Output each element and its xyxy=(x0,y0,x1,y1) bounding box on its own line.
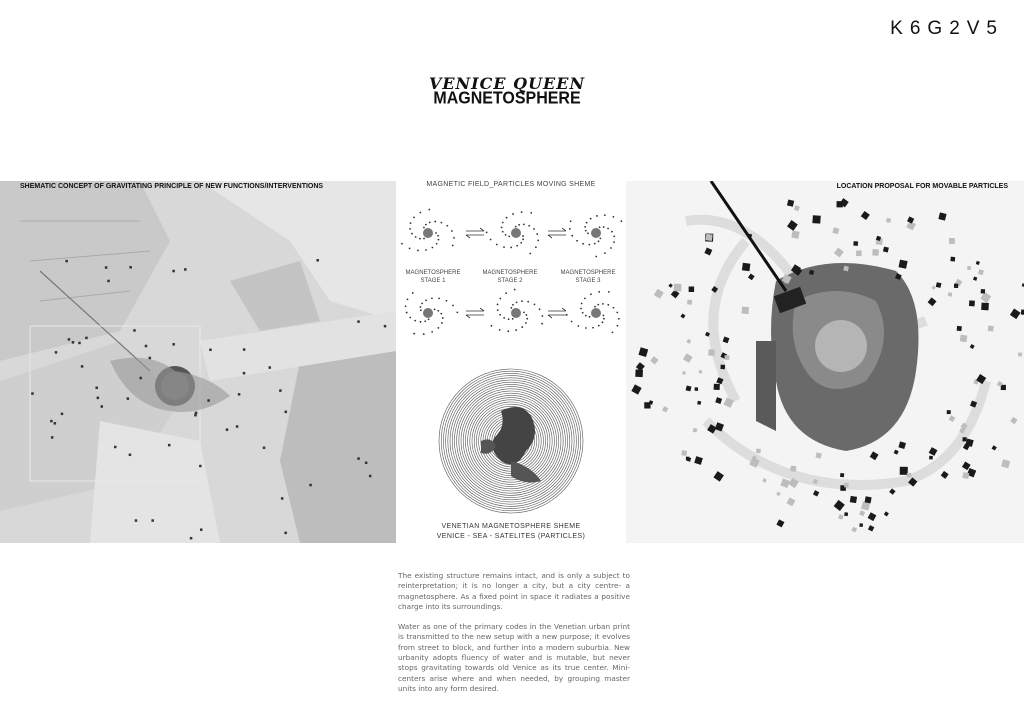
description-text xyxy=(398,571,630,704)
title-line-2: MAGNETOSPHERE xyxy=(433,89,581,108)
stage-2-title: MAGNETOSPHERE xyxy=(482,270,538,276)
magnetosphere-subcaption: VENICE - SEA - SATELITES (PARTICLES) xyxy=(436,533,586,540)
stage-1-label xyxy=(398,269,468,285)
stage-1-title: MAGNETOSPHERE xyxy=(405,270,461,276)
right-panel-label: LOCATION PROPOSAL FOR MOVABLE PARTICLES xyxy=(836,183,1008,190)
lagoon-map-graphic xyxy=(0,181,396,543)
venetian-magnetosphere-graphic xyxy=(431,361,591,521)
stage-2-number: STAGE 2 xyxy=(497,278,523,284)
description-paragraph-1: The existing structure remains intact, and is only a subject to reinterpretation; it is no longer a city, but a city centre- a magnetosphere. As a fixed point in space it radiates a positive charge into its surroundings. xyxy=(398,571,630,611)
location-proposal-map xyxy=(626,181,1024,543)
magnetic-field-diagram xyxy=(398,181,624,543)
stage-2-label xyxy=(475,269,545,285)
lagoon-aerial-map xyxy=(0,181,396,543)
stage-1-number: STAGE 1 xyxy=(420,278,446,284)
title-line-1: VENICE QUEEN xyxy=(428,74,586,93)
project-code: K6G2V5 xyxy=(890,18,1004,39)
location-map-graphic xyxy=(626,181,1024,543)
stage-3-label xyxy=(553,269,623,285)
stage-3-title: MAGNETOSPHERE xyxy=(560,270,616,276)
left-panel-label: SHEMATIC CONCEPT OF GRAVITATING PRINCIPLE OF NEW FUNCTIONS/INTERVENTIONS xyxy=(20,183,324,190)
stage-3-number: STAGE 3 xyxy=(575,278,601,284)
description-paragraph-2: Water as one of the primary codes in the Venetian urban print is transmitted to the new setup with a new purpose; it evolves from street to block, and further into a modern suburbia. New urbanity adopts fluency of water and is mutable, but never stops gravitating towards old Venice as its true center. Mini-centers arise where and when needed, by grouping master units into any form desired. xyxy=(398,622,630,693)
mid-panel-title: MAGNETIC FIELD_PARTICLES MOVING SHEME xyxy=(426,181,596,188)
magnetosphere-caption: VENETIAN MAGNETOSPHERE SHEME xyxy=(441,523,581,530)
